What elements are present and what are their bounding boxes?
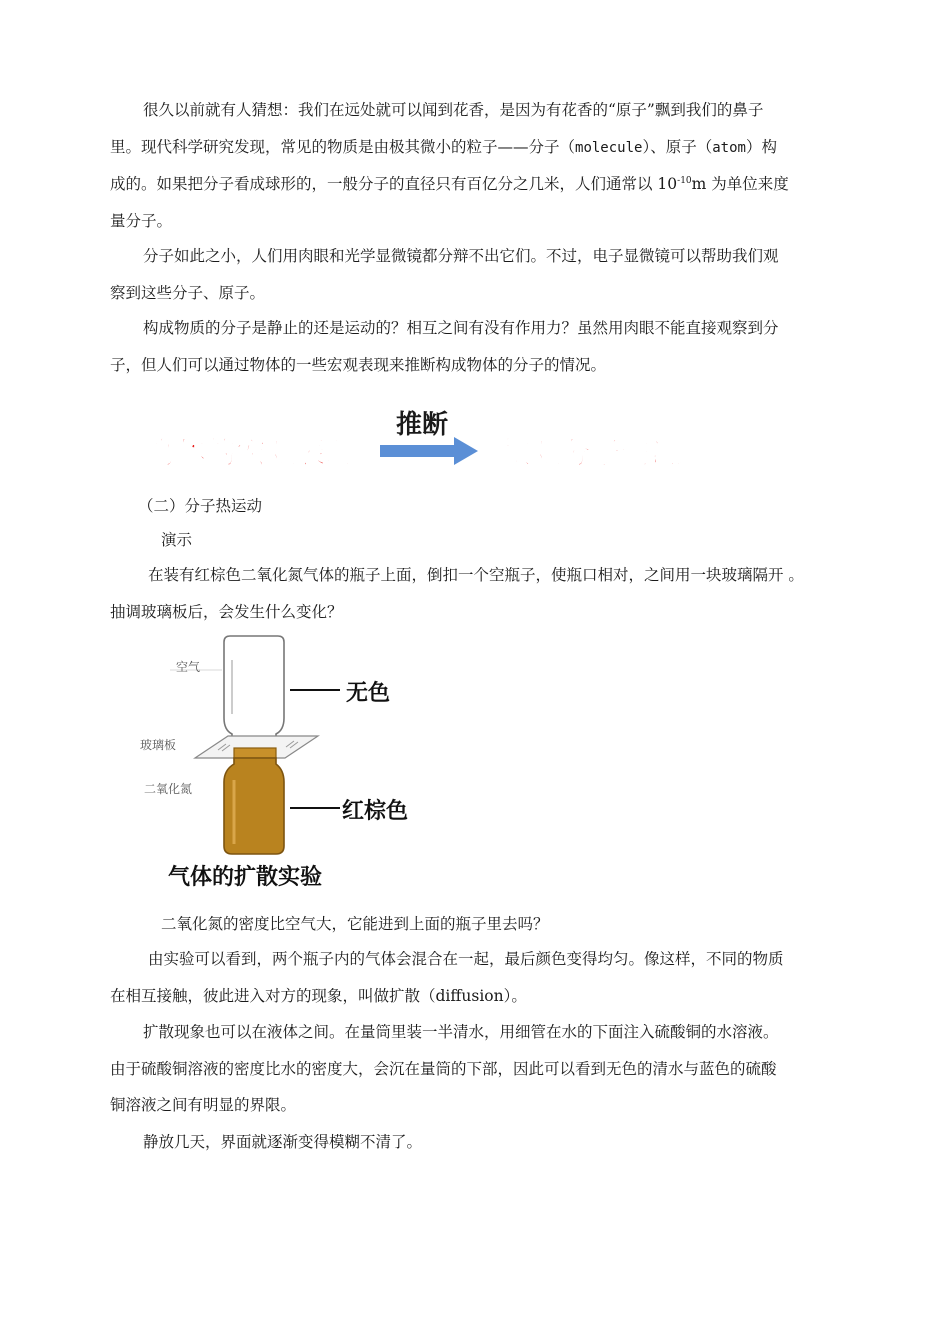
text-span: m 为单位来度 bbox=[691, 175, 789, 193]
demo-label: 演示 bbox=[161, 531, 193, 549]
paragraph-atoms-intro bbox=[110, 92, 842, 239]
right-arrow-icon bbox=[380, 436, 480, 466]
text-line: 静放几天，界面就逐渐变得模糊不清了。 bbox=[143, 1133, 423, 1151]
text-line: 扩散现象也可以在液体之间。在量筒里装一半清水，用细管在水的下面注入硫酸铜的水溶液。 bbox=[143, 1023, 779, 1041]
text-line bbox=[110, 129, 842, 167]
text-span: ）、原子（ bbox=[642, 137, 713, 156]
text-line: 在装有红棕色二氧化氮气体的瓶子上面，倒扣一个空瓶子，使瓶口相对，之间用一块玻璃隔开 。 bbox=[148, 566, 804, 584]
paragraph-microscope bbox=[110, 238, 842, 311]
text-line: 由于硫酸铜溶液的密度比水的密度大，会沉在量筒的下部，因此可以看到无色的清水与蓝色的硫酸 bbox=[110, 1059, 777, 1078]
paragraph-question bbox=[161, 906, 893, 943]
label-nitrogen-dioxide: 二氧化氮 bbox=[144, 782, 193, 796]
paragraph-inference bbox=[110, 310, 842, 383]
inference-banner bbox=[143, 400, 703, 470]
text-line: 在相互接触，彼此进入对方的现象，叫做扩散（diffusion）。 bbox=[110, 986, 527, 1005]
label-air: 空气 bbox=[176, 660, 201, 674]
paragraph-conclusion bbox=[110, 1124, 842, 1161]
term-molecule: molecule bbox=[575, 139, 643, 156]
banner-arrow-label: 推断 bbox=[396, 410, 449, 440]
label-glass-plate: 玻璃板 bbox=[140, 738, 177, 752]
text-line: 分子如此之小，人们用肉眼和光学显微镜都分辩不出它们。不过，电子显微镜可以帮助我们观 bbox=[143, 247, 779, 265]
figure-caption: 气体的扩散实验 bbox=[168, 865, 323, 890]
text-line: 子，但人们可以通过物体的一些宏观表现来推断构成物体的分子的情况。 bbox=[110, 355, 607, 374]
term-atom: atom bbox=[712, 139, 746, 156]
section-heading bbox=[138, 488, 870, 525]
text-line: 铜溶液之间有明显的界限。 bbox=[110, 1096, 297, 1114]
text-span: 成的。如果把分子看成球形的，一般分子的直径只有百亿分之几米，人们通常以 10 bbox=[110, 175, 678, 193]
banner-micro-text: 微观分子情况 bbox=[501, 436, 681, 471]
section-title: （二）分子热运动 bbox=[138, 497, 263, 515]
banner-macro-text: 物体的宏观表现 bbox=[146, 436, 356, 471]
demo-label-block bbox=[161, 522, 893, 559]
paragraph-liquid-diffusion bbox=[110, 1014, 842, 1124]
text-line: 抽调玻璃板后，会发生什么变化？ bbox=[110, 602, 343, 621]
paragraph-experiment bbox=[110, 557, 842, 630]
exponent: -10 bbox=[677, 175, 692, 186]
text-line bbox=[110, 166, 842, 203]
text-line: 二氧化氮的密度比空气大，它能进到上面的瓶子里去吗？ bbox=[161, 915, 549, 933]
text-span: 里。现代科学研究发现，常见的物质是由极其微小的粒子——分子（ bbox=[110, 137, 576, 156]
text-span: ）构 bbox=[745, 137, 777, 156]
diffusion-experiment-figure bbox=[140, 630, 430, 895]
text-line: 构成物质的分子是静止的还是运动的？相互之间有没有作用力？虽然用肉眼不能直接观察到分 bbox=[143, 319, 779, 337]
text-line: 很久以前就有人猜想：我们在远处就可以闻到花香，是因为有花香的“原子”飘到我们的鼻子 bbox=[143, 101, 764, 119]
text-line: 察到这些分子、原子。 bbox=[110, 283, 266, 302]
text-line: 由实验可以看到，两个瓶子内的气体会混合在一起，最后颜色变得均匀。像这样，不同的物质 bbox=[148, 950, 784, 968]
label-red-brown: 红棕色 bbox=[342, 799, 409, 824]
text-line: 量分子。 bbox=[110, 211, 173, 230]
label-colorless: 无色 bbox=[346, 681, 391, 706]
paragraph-diffusion-definition bbox=[110, 941, 842, 1014]
